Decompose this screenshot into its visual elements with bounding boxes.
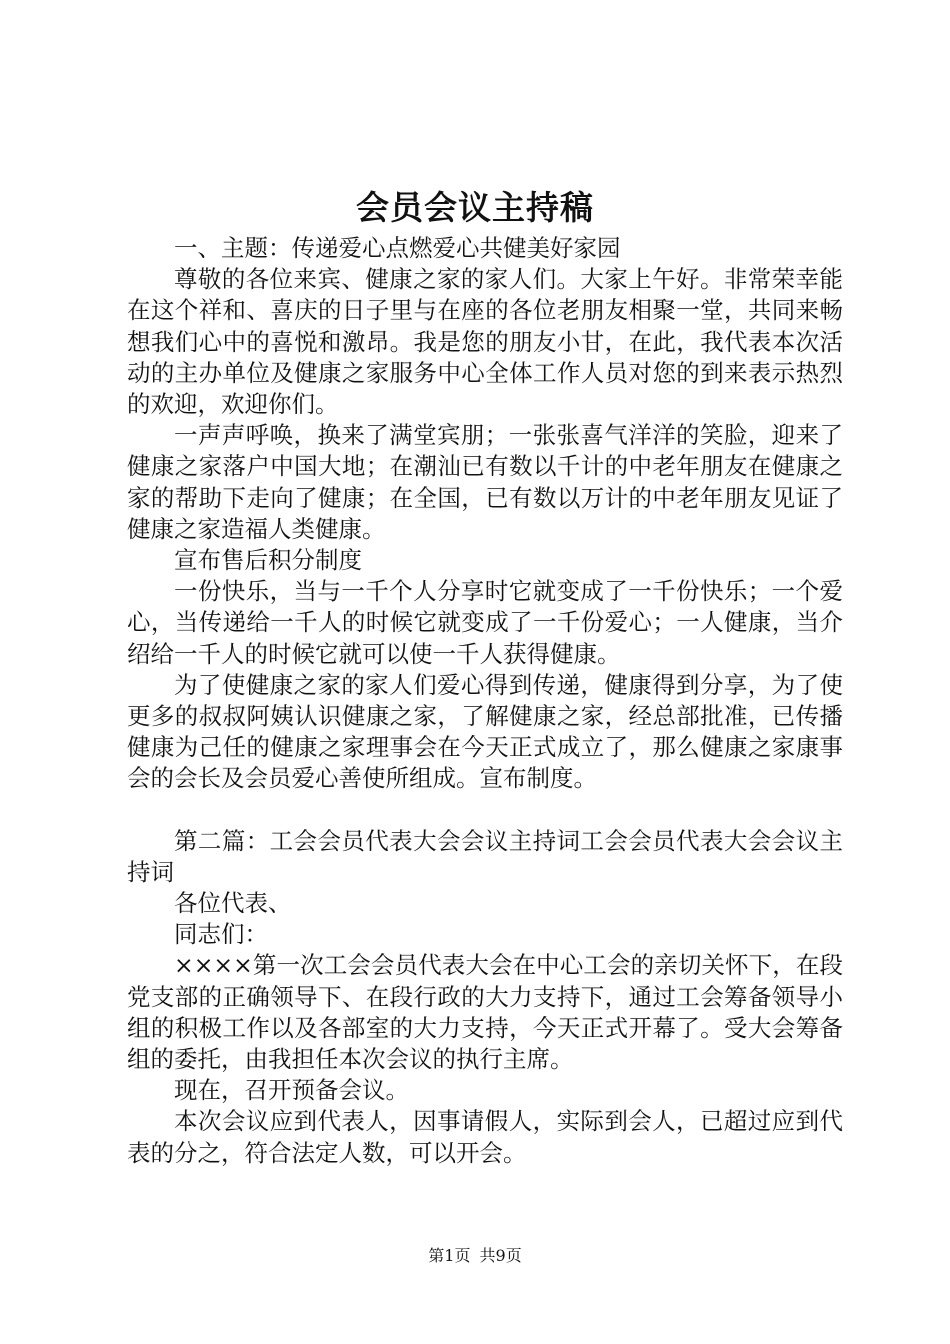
paragraph-attendance: 本次会议应到代表人，因事请假人，实际到会人，已超过应到代表的分之，符合法定人数，可以开会。	[127, 1107, 843, 1167]
paragraph-salutation-2: 同志们：	[174, 920, 268, 949]
document-title: 会员会议主持稿	[356, 188, 594, 227]
document-body	[127, 233, 843, 1169]
section-heading-part-two: 第二篇：工会会员代表大会会议主持词工会会员代表大会会议主持词	[127, 826, 843, 886]
paragraph-welcome: 一声声呼唤，换来了满堂宾朋；一张张喜气洋洋的笑脸，迎来了健康之家落户中国大地；在潮汕已有数以千计的中老年朋友在健康之家的帮助下走向了健康；在全国，已有数以万计的中老年朋友见证了健康之家造福人类健康。	[127, 421, 843, 543]
paragraph-greeting: 尊敬的各位来宾、健康之家的家人们。大家上午好。非常荣幸能在这个祥和、喜庆的日子里与在座的各位老朋友相聚一堂，共同来畅想我们心中的喜悦和激昂。我是您的朋友小甘，在此，我代表本次活动的主办单位及健康之家服务中心全体工作人员对您的到来表示热烈的欢迎，欢迎你们。	[127, 265, 843, 419]
paragraph-salutation-1: 各位代表、	[174, 889, 292, 918]
paragraph-sharing: 一份快乐，当与一千个人分享时它就变成了一千份快乐；一个爱心，当传递给一千人的时候它就变成了一千份爱心；一人健康，当介绍给一千人的时候它就可以使一千人获得健康。	[127, 577, 843, 668]
paragraph-theme: 一、主题：传递爱心点燃爱心共健美好家园	[174, 234, 621, 262]
paragraph-opening: ××××第一次工会会员代表大会在中心工会的亲切关怀下，在段党支部的正确领导下、在段行政的大力支持下，通过工会筹备领导小组的积极工作以及各部室的大力支持，今天正式开幕了。受大会筹备组的委托，由我担任本次会议的执行主席。	[127, 951, 843, 1074]
page-number-footer: 第1页 共9页	[428, 1246, 522, 1265]
paragraph-council: 为了使健康之家的家人们爱心得到传递，健康得到分享，为了使更多的叔叔阿姨认识健康之家，了解健康之家，经总部批准，已传播健康为己任的健康之家理事会在今天正式成立了，那么健康之家康事会的会长及会员爱心善使所组成。宣布制度。	[127, 670, 843, 793]
paragraph-announcement: 宣布售后积分制度	[174, 546, 362, 575]
paragraph-preparatory-meeting: 现在，召开预备会议。	[174, 1076, 409, 1105]
